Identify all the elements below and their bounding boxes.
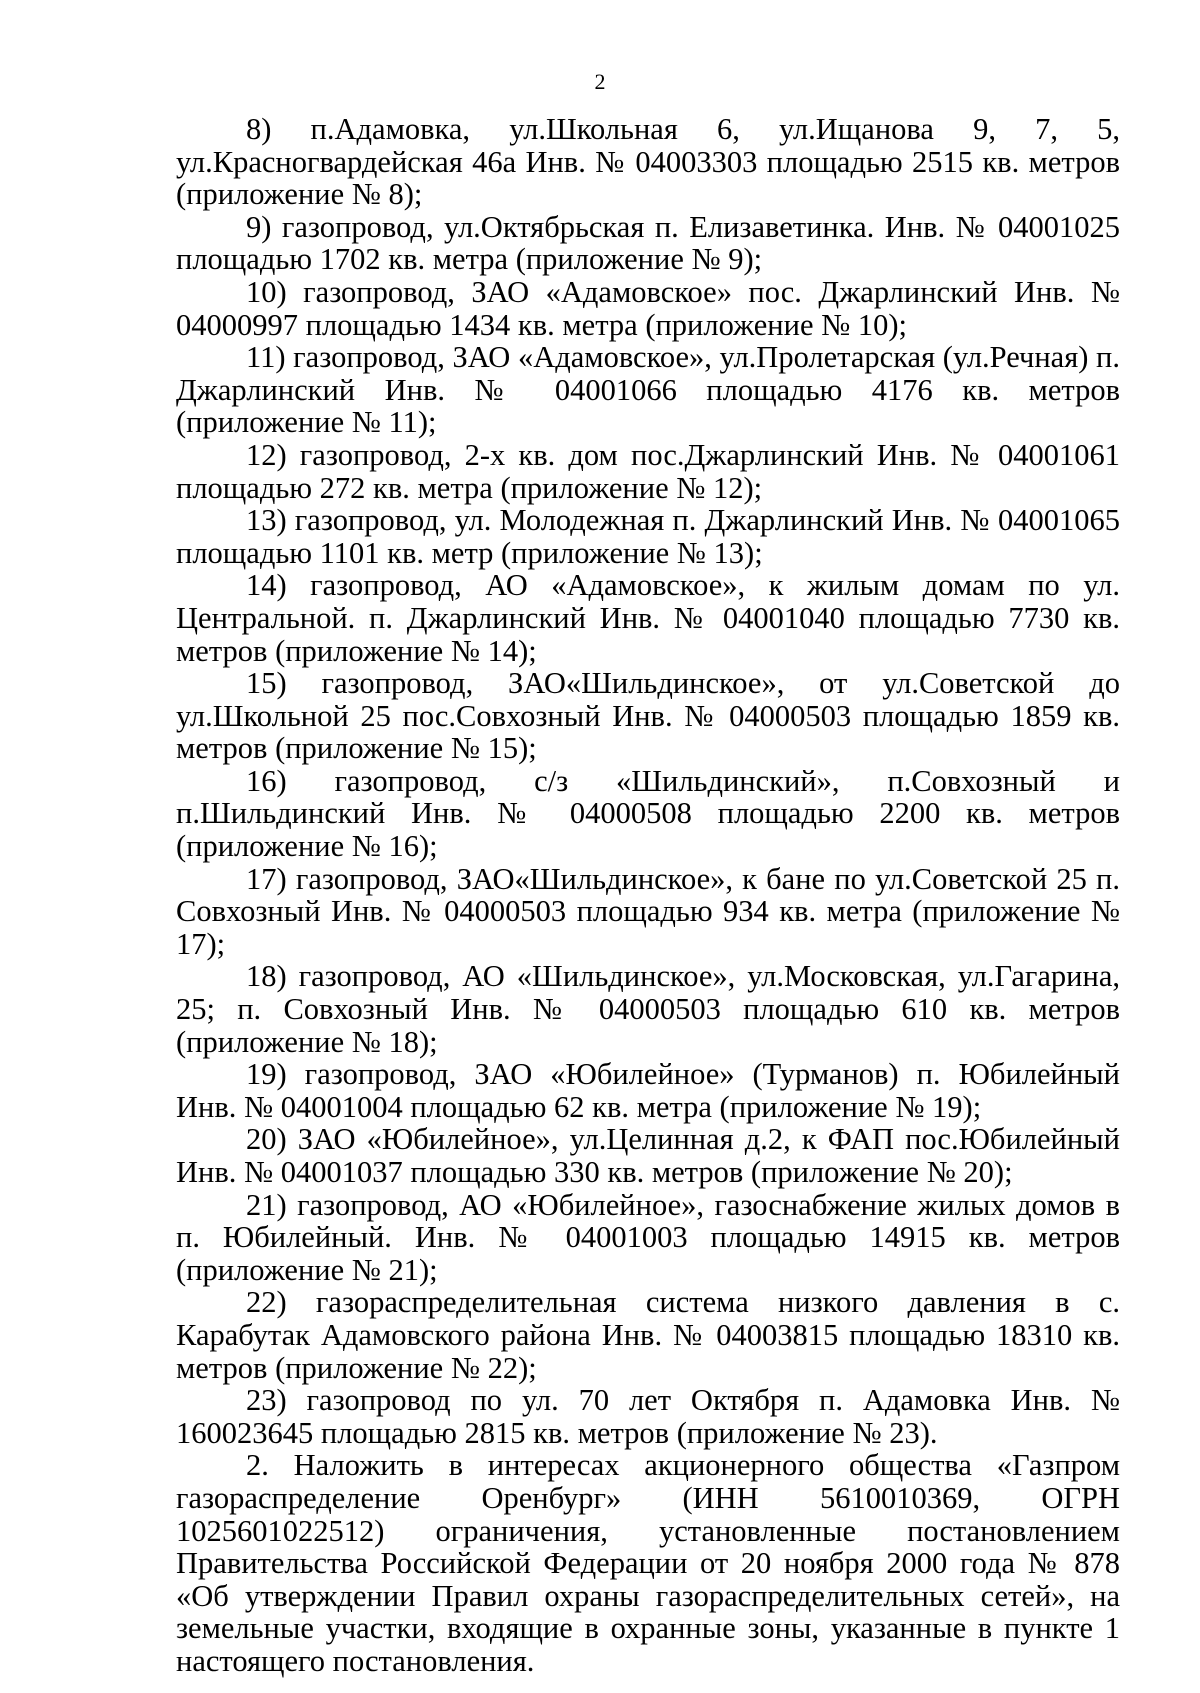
page-number: 2 — [594, 69, 606, 94]
list-item: 15) газопровод, ЗАО«Шильдинское», от ул.Советской до ул.Школьной 25 пос.Совхозный Инв. № 04000503 площадью 1859 кв. метров (приложение № 15); — [176, 666, 1120, 766]
document-body — [176, 113, 1120, 1678]
list-item: 11) газопровод, ЗАО «Адамовское», ул.Пролетарская (ул.Речная) п. Джарлинский Инв. № 04001066 площадью 4176 кв. метров (приложение № 11); — [176, 340, 1120, 440]
resolution-clause: 2. Наложить в интересах акционерного общества «Газпром газораспределение Оренбург» (ИНН 5610010369, ОГРН 1025601022512) ограничения, установленные постановлением Правительства Российской Федерации от 20 ноября 2000 года № 878 «Об утверждении Правил охраны газораспределительных сетей», на земельные участки, входящие в охранные зоны, указанные в пункте 1 настоящего постановления. — [176, 1448, 1120, 1678]
list-item: 23) газопровод по ул. 70 лет Октября п. Адамовка Инв. № 160023645 площадью 2815 кв. метров (приложение № 23). — [176, 1383, 1120, 1450]
list-item: 16) газопровод, с/з «Шильдинский», п.Совхозный и п.Шильдинский Инв. № 04000508 площадью 2200 кв. метров (приложение № 16); — [176, 763, 1120, 864]
list-item: 12) газопровод, 2-х кв. дом пос.Джарлинский Инв. № 04001061 площадью 272 кв. метра (приложение № 12); — [176, 437, 1120, 505]
list-item: 13) газопровод, ул. Молодежная п. Джарлинский Инв. № 04001065 площадью 1101 кв. метр (приложение № 13); — [176, 503, 1120, 570]
list-item: 9) газопровод, ул.Октябрьская п. Елизаветинка. Инв. № 04001025 площадью 1702 кв. метра (приложение № 9); — [176, 209, 1120, 277]
list-item: 8) п.Адамовка, ул.Школьная 6, ул.Ищанова 9, 7, 5, ул.Красногвардейская 46а Инв. № 04003303 площадью 2515 кв. метров (приложение № 8); — [176, 112, 1120, 212]
list-item: 17) газопровод, ЗАО«Шильдинское», к бане по ул.Советской 25 п. Совхозный Инв. № 04000503 площадью 934 кв. метра (приложение № 17); — [176, 861, 1120, 961]
list-item: 18) газопровод, АО «Шильдинское», ул.Московская, ул.Гагарина, 25; п. Совхозный Инв. № 04000503 площадью 610 кв. метров (приложение № 18); — [176, 959, 1120, 1059]
list-item: 10) газопровод, ЗАО «Адамовское» пос. Джарлинский Инв. № 04000997 площадью 1434 кв. метра (приложение № 10); — [176, 274, 1120, 342]
list-item: 14) газопровод, АО «Адамовское», к жилым домам по ул. Центральной. п. Джарлинский Инв. № 04001040 площадью 7730 кв. метров (приложение № 14); — [176, 568, 1120, 668]
list-item: 20) ЗАО «Юбилейное», ул.Целинная д.2, к ФАП пос.Юбилейный Инв. № 04001037 площадью 330 кв. метров (приложение № 20); — [176, 1122, 1120, 1189]
list-item: 19) газопровод, ЗАО «Юбилейное» (Турманов) п. Юбилейный Инв. № 04001004 площадью 62 кв. метра (приложение № 19); — [176, 1057, 1120, 1124]
list-item: 22) газораспределительная система низкого давления в с. Карабутак Адамовского района Инв. № 04003815 площадью 18310 кв. метров (приложение № 22); — [176, 1285, 1120, 1385]
list-item: 21) газопровод, АО «Юбилейное», газоснабжение жилых домов в п. Юбилейный. Инв. № 04001003 площадью 14915 кв. метров (приложение № 21); — [176, 1187, 1120, 1287]
